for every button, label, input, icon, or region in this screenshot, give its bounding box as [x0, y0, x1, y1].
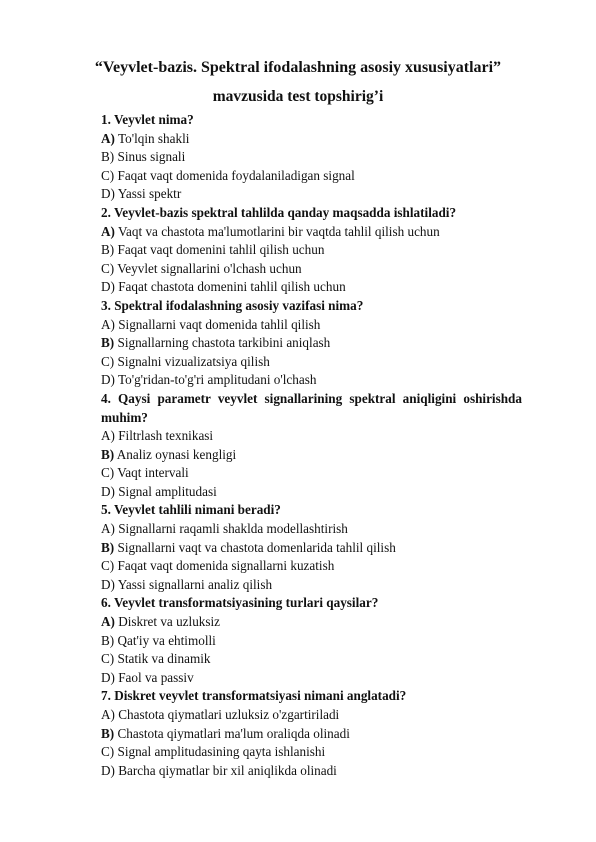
option-text: Diskret va uzluksiz — [114, 614, 221, 630]
question-block — [101, 501, 522, 594]
option-text: Signallarni raqamli shaklda modellashtirish — [114, 521, 348, 537]
option-text: Barcha qiymatlar bir xil aniqlikda olinadi — [114, 762, 337, 778]
answer-option — [101, 632, 522, 651]
option-text: Analiz oynasi kengligi — [114, 446, 237, 462]
question-block — [101, 204, 522, 297]
answer-option — [101, 706, 522, 725]
answer-option — [101, 520, 522, 539]
option-text: Vaqt va chastota ma'lumotlarini bir vaqtda tahlil qilish uchun — [114, 223, 440, 239]
answer-option — [101, 148, 522, 167]
option-letter: C) — [101, 651, 115, 667]
option-letter: D) — [101, 279, 115, 295]
option-letter: D) — [101, 669, 115, 685]
option-text: Signal amplitudasining qayta ishlanishi — [114, 744, 326, 760]
answer-option — [101, 278, 522, 297]
question-block — [101, 390, 522, 502]
option-text: Signallarni vaqt domenida tahlil qilish — [114, 316, 321, 332]
answer-option — [101, 557, 522, 576]
option-letter: A) — [101, 614, 115, 630]
question-text: 6. Veyvlet transformatsiyasining turlari qaysilar? — [101, 595, 379, 611]
option-letter: A) — [101, 316, 115, 332]
option-text: Chastota qiymatlari uzluksiz o'zgartiriladi — [114, 707, 340, 722]
answer-option — [101, 427, 522, 446]
answer-option — [101, 539, 522, 558]
question-block — [101, 594, 522, 687]
option-text: To'g'ridan-to'g'ri amplitudani o'lchash — [114, 372, 317, 388]
answer-option — [101, 223, 522, 242]
option-text: Faqat chastota domenini tahlil qilish uchun — [114, 279, 346, 295]
option-text: Veyvlet signallarini o'lchash uchun — [114, 260, 302, 276]
option-letter: B) — [101, 539, 115, 555]
answer-option — [101, 650, 522, 669]
option-letter: A) — [101, 521, 115, 537]
question-text: 7. Diskret veyvlet transformatsiyasi nimani anglatadi? — [101, 688, 407, 704]
option-text: Filtrlash texnikasi — [114, 428, 214, 444]
option-letter: A) — [101, 707, 115, 722]
document-subtitle: mavzusida test topshirig’i — [212, 88, 384, 105]
answer-option — [101, 167, 522, 186]
option-text: Signallarni vaqt va chastota domenlarida tahlil qilish — [114, 539, 396, 555]
option-letter: C) — [101, 744, 115, 760]
option-letter: A) — [101, 223, 115, 239]
answer-option — [101, 316, 522, 335]
question-text: 2. Veyvlet-bazis spektral tahlilda qanday maqsadda ishlatiladi? — [101, 204, 457, 220]
quiz-list — [101, 111, 522, 780]
answer-option — [101, 464, 522, 483]
option-text: Faol va passiv — [114, 669, 194, 685]
question-block — [101, 297, 522, 390]
option-letter: B) — [101, 725, 115, 741]
option-letter: B) — [101, 335, 115, 351]
option-letter: C) — [101, 558, 115, 574]
option-text: Faqat vaqt domenida signallarni kuzatish — [114, 558, 335, 574]
answer-option — [101, 725, 522, 744]
answer-option — [101, 130, 522, 149]
question-block — [101, 111, 522, 204]
option-text: Chastota qiymatlari ma'lum oraliqda olinadi — [114, 725, 350, 741]
option-letter: B) — [101, 242, 115, 258]
option-text: Signalni vizualizatsiya qilish — [114, 353, 270, 369]
option-letter: C) — [101, 260, 115, 276]
question-text: 4. Qaysi parametr veyvlet signallarining spektral aniqligini oshirishda muhim? — [101, 390, 522, 425]
option-text: Yassi spektr — [114, 186, 182, 202]
question-text: 1. Veyvlet nima? — [101, 112, 194, 127]
option-letter: D) — [101, 576, 115, 592]
answer-option — [101, 483, 522, 502]
answer-option — [101, 353, 522, 372]
option-letter: C) — [101, 353, 115, 369]
answer-option — [101, 669, 522, 688]
option-letter: D) — [101, 372, 115, 388]
option-text: Qat'iy va ehtimolli — [114, 632, 216, 648]
question-block — [101, 687, 522, 780]
option-letter: D) — [101, 186, 115, 202]
answer-option — [101, 762, 522, 781]
option-text: To'lqin shakli — [114, 130, 190, 146]
option-letter: D) — [101, 483, 115, 499]
answer-option — [101, 371, 522, 390]
answer-option — [101, 334, 522, 353]
option-letter: D) — [101, 762, 115, 778]
option-text: Statik va dinamik — [114, 651, 211, 667]
answer-option — [101, 241, 522, 260]
option-text: Signal amplitudasi — [114, 483, 217, 499]
option-letter: B) — [101, 149, 115, 165]
option-letter: C) — [101, 465, 115, 481]
option-letter: B) — [101, 446, 115, 462]
option-text: Signallarning chastota tarkibini aniqlash — [114, 335, 331, 351]
answer-option — [101, 260, 522, 279]
option-letter: C) — [101, 167, 115, 183]
answer-option — [101, 185, 522, 204]
option-letter: B) — [101, 632, 115, 648]
answer-option — [101, 613, 522, 632]
answer-option — [101, 446, 522, 465]
question-text: 5. Veyvlet tahlili nimani beradi? — [101, 502, 281, 518]
option-letter: A) — [101, 428, 115, 444]
option-text: Yassi signallarni analiz qilish — [114, 576, 273, 592]
option-letter: A) — [101, 130, 115, 146]
answer-option — [101, 743, 522, 762]
option-text: Vaqt intervali — [114, 465, 189, 481]
question-text: 3. Spektral ifodalashning asosiy vazifasi nima? — [101, 297, 364, 313]
option-text: Faqat vaqt domenida foydalaniladigan signal — [114, 167, 355, 183]
answer-option — [101, 576, 522, 595]
document-title: “Veyvlet-bazis. Spektral ifodalashning asosiy xususiyatlari” — [94, 59, 502, 76]
option-text: Sinus signali — [114, 149, 186, 165]
option-text: Faqat vaqt domenini tahlil qilish uchun — [114, 242, 325, 258]
